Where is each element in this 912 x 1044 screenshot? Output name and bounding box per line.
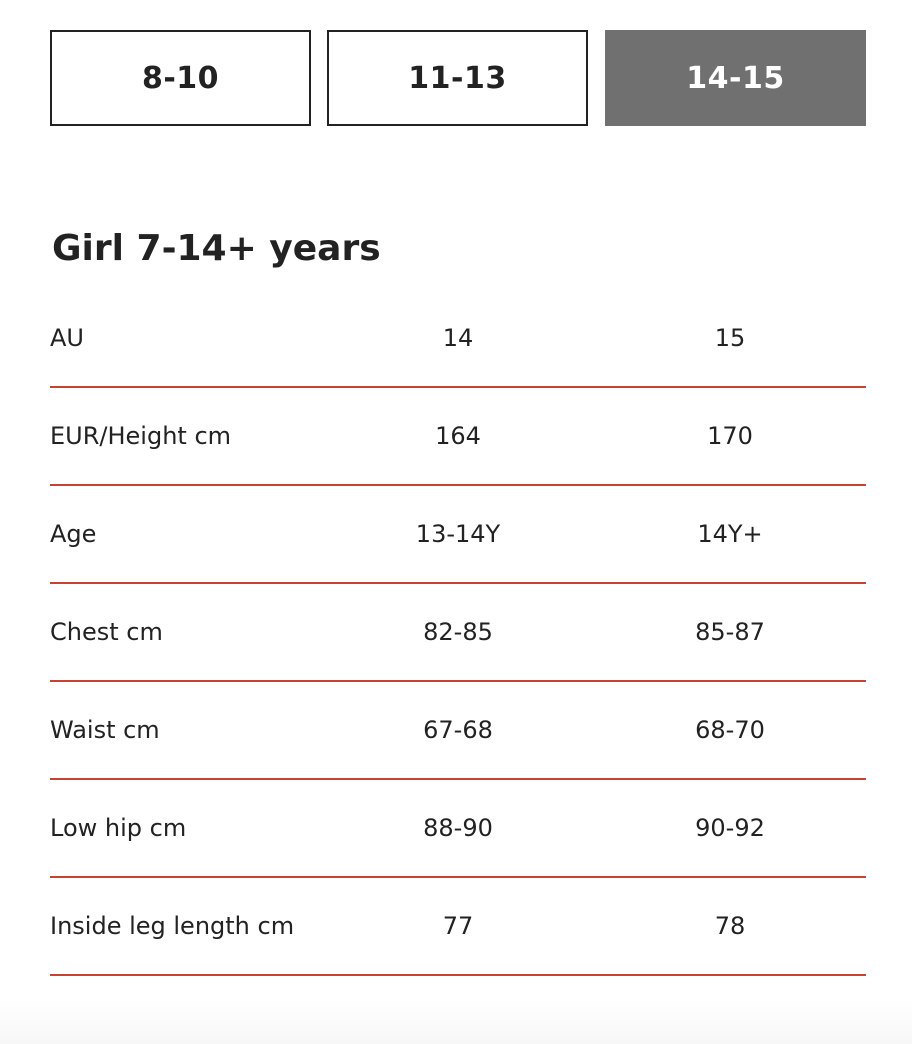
row-value-2: 170 [707,422,753,450]
table-row [50,878,866,976]
row-value-1: 82-85 [423,618,493,646]
table-row [50,486,866,584]
row-value-2: 78 [714,912,746,940]
row-value-1: 164 [435,422,481,450]
row-value-1: 13-14Y [415,520,501,548]
header-size-1: 14 [442,324,474,352]
bottom-fade [0,1000,912,1044]
table-header-row [50,290,866,388]
row-value-2: 68-70 [695,716,765,744]
table-row [50,780,866,878]
row-label: Chest cm [50,618,163,646]
row-label: EUR/Height cm [50,422,232,450]
row-value-2: 85-87 [695,618,765,646]
row-value-1: 67-68 [423,716,493,744]
row-label: Age [50,520,97,548]
header-size-2: 15 [714,324,746,352]
row-label: Low hip cm [50,814,187,842]
header-label: AU [50,324,84,352]
row-value-2: 90-92 [695,814,765,842]
tab-14-15[interactable]: 14-15 [605,30,866,126]
tab-8-10[interactable]: 8-10 [50,30,311,126]
row-label: Waist cm [50,716,160,744]
table-row [50,388,866,486]
row-label: Inside leg length cm [50,912,295,940]
tab-11-13[interactable]: 11-13 [327,30,588,126]
row-value-1: 88-90 [423,814,493,842]
row-value-2: 14Y+ [697,520,763,548]
table-row [50,682,866,780]
age-range-tabs [50,30,866,126]
size-table [50,290,866,976]
size-chart-title: Girl 7-14+ years [52,228,381,269]
table-row [50,584,866,682]
row-value-1: 77 [442,912,474,940]
